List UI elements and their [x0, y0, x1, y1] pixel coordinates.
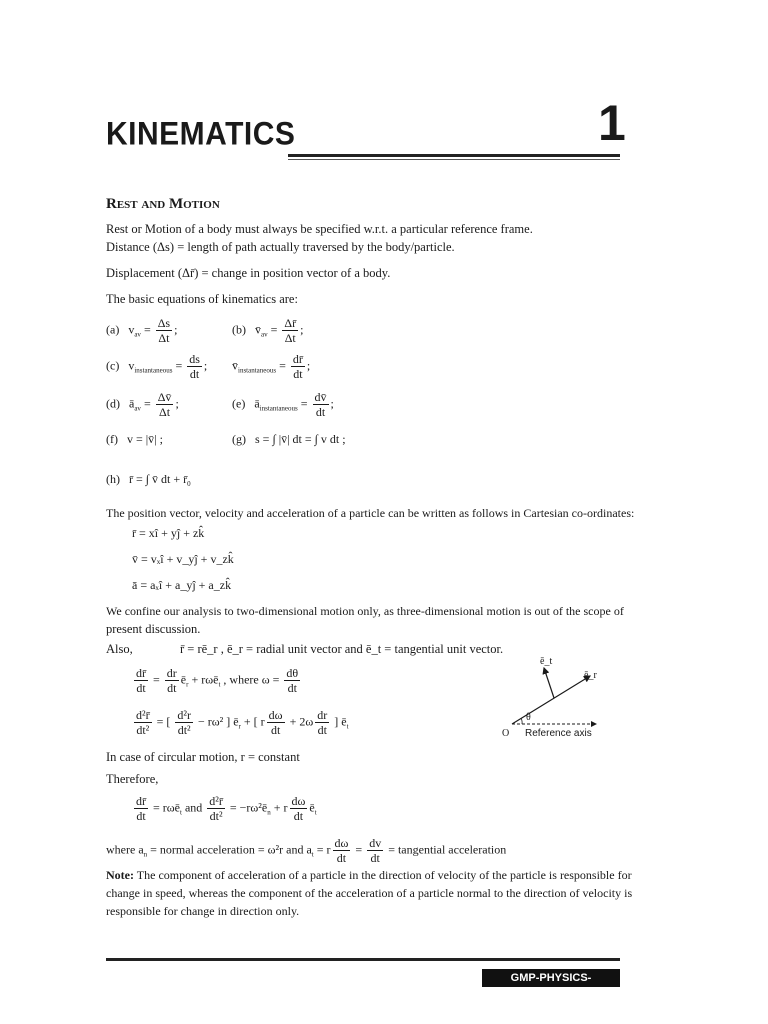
paragraph-circular-motion: In case of circular motion, r = constant: [106, 750, 300, 764]
paragraph-distance: Distance (Δs) = length of path actually traversed by the body/particle.: [106, 240, 455, 254]
paragraph-present-discussion: present discussion.: [106, 622, 201, 636]
paragraph-basic-equations: The basic equations of kinematics are:: [106, 292, 298, 306]
diagram-er-label: ē_r: [584, 670, 597, 681]
diagram-theta: θ: [526, 712, 531, 723]
note-line-1: [106, 868, 632, 883]
equation-label: (c): [106, 358, 120, 373]
equation-d: (d) $ā_{av}$ = $\frac{\Delta v̄}{\Delta t}$ ;: [106, 390, 179, 420]
equation-label: (d): [106, 396, 120, 411]
paragraph-two-dimensional: We confine our analysis to two-dimensional motion only, as three-dimensional motion is out of the scope of: [106, 604, 624, 618]
equation-label: (f): [106, 432, 118, 446]
where-label: where: [106, 842, 136, 857]
equation-h: (h) r̄ = ∫ v̄ dt + $r̄_0$: [106, 472, 191, 488]
equation-g: (g) s = ∫ |v̄| dt = ∫ v dt ;: [232, 432, 346, 446]
footer-label: GMP-PHYSICS-KINEMATICS: [482, 969, 620, 987]
equation-label: (b): [232, 322, 246, 337]
equation-label: (e): [232, 396, 246, 411]
chapter-number: 1: [598, 95, 626, 151]
equation-label: (g): [232, 432, 246, 446]
equation-f: (f) v = |v̄| ;: [106, 432, 163, 446]
diagram-et-label: ē_t: [540, 656, 553, 667]
equation-label: (h): [106, 472, 120, 486]
equation-e: (e) $ā_{instantaneous}$ = $\frac{dv̄}{dt}$ ;: [232, 390, 334, 420]
paragraph-displacement: Displacement (Δr̄) = change in position vector of a body.: [106, 266, 391, 280]
equation-b: (b) $v̄_{av}$ = $\frac{\Delta r̄}{\Delta t}$ ;: [232, 316, 304, 346]
equation-cartesian-a: ā = aₓî + a_yĵ + a_zk̂: [132, 578, 232, 592]
equation-cartesian-v: v̄ = vₓî + v_yĵ + v_zk̂: [132, 552, 234, 566]
equation-normal-tangential: where $a_n$ = normal acceleration = ω²r and $a_t = r$ $\frac{d\omega}{dt}$ = $\frac{dv}{dt}$ = tangential acceleration: [106, 836, 507, 866]
note-label: Note:: [106, 868, 134, 882]
label-also: Also,: [106, 642, 133, 656]
note-line-3: responsible for change in direction only.: [106, 904, 300, 918]
paragraph-rest-motion: Rest or Motion of a body must always be specified w.r.t. a particular reference frame.: [106, 222, 533, 236]
note-text-1: The component of acceleration of a particle in the direction of velocity of the particle is responsible for: [136, 868, 632, 882]
footer-rule: [106, 958, 620, 961]
tangential-acceleration-text: = tangential acceleration: [388, 842, 507, 857]
title-rule: [288, 154, 620, 157]
diagram-axis-label: Reference axis: [525, 728, 592, 739]
equation-label: (a): [106, 322, 120, 337]
tangential-vector-line: [544, 668, 554, 698]
title-rule-thin: [288, 159, 620, 160]
paragraph-position-vector: The position vector, velocity and acceleration of a particle can be written as follows in Cartesian co-ordinates:: [106, 506, 635, 520]
equation-a: (a) $v_{av}$ = $\frac{\Delta s}{\Delta t}$ ;: [106, 316, 178, 346]
diagram-origin-label: O: [502, 728, 510, 739]
angle-arc: [521, 718, 522, 724]
radial-vector-line: [512, 676, 590, 724]
equation-cartesian-r: r̄ = xî + yĵ + zk̂: [132, 526, 205, 540]
equation-dr-dt: $\frac{dr̄}{dt}$ = $\frac{dr}{dt}$ $ē_r$ + rωē$_t$ , where ω = $\frac{d\theta}{dt}$: [136, 666, 299, 696]
paragraph-unit-vectors: r̄ = rē_r , ē_r = radial unit vector and ē_t = tangential unit vector.: [180, 642, 504, 656]
equation-c: (c) $v_{instantaneous}$ = $\frac{ds}{dt}$ ;: [106, 352, 208, 382]
equation-c2: $v̄_{instantaneous}$ = $\frac{dr̄}{dt}$ ;: [232, 352, 311, 382]
note-line-2: change in speed, whereas the component of the acceleration of a particle normal to the direction of velocity is: [106, 886, 633, 900]
equation-circular: $\frac{dr̄}{dt}$ = rωē$_t$ and $\frac{\text{d²r̄}}{\text{dt²}}$ = $-r\omega^2ē_n + r$ $\frac{d\omega}{dt}$ $ē_t$: [136, 794, 317, 824]
label-therefore: Therefore,: [106, 772, 159, 786]
chapter-title: KINEMATICS: [106, 116, 296, 153]
equation-d2r-dt2: $\frac{\text{d²r̄}}{\text{dt²}}$ = [ $\frac{\text{d²r}}{\text{dt²}}$ − rω² ] $ē_r$ + [ r $\frac{d\omega}{dt}$ + 2ω $\frac{dr}{dt}$ ] $ē_t$: [136, 708, 349, 738]
section-heading: Rest and Motion: [106, 196, 220, 212]
normal-acceleration-text: = normal acceleration = ω²r and: [150, 842, 304, 857]
